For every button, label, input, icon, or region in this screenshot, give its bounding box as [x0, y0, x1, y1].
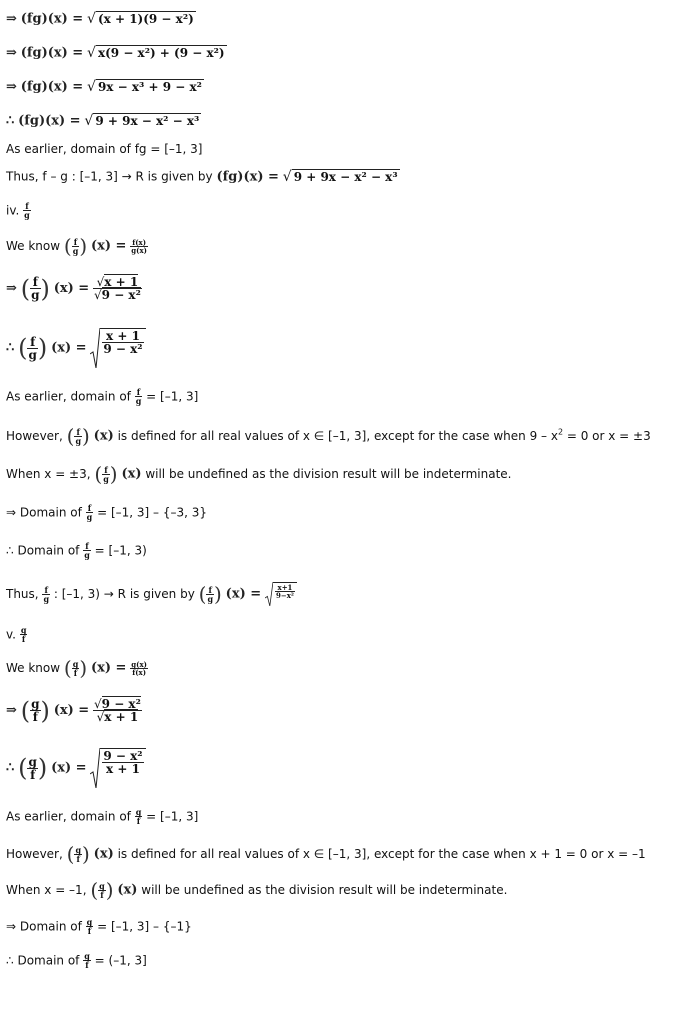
g-over-f-fraction: $\frac{g}{f}$ — [31, 697, 40, 724]
section-v-heading: v. $\frac{g}{f}$ — [6, 625, 27, 644]
f-over-g-fraction: $\frac{f}{g}$ — [72, 236, 79, 256]
g-over-f-fraction: $\frac{g}{f}$ — [99, 880, 105, 900]
f-over-g-fraction: $\frac{f}{g}$ — [75, 426, 82, 446]
f-over-g-fraction: $\frac{f}{g}$ — [43, 584, 50, 604]
gx-over-fx-fraction: $\frac{g(x)}{f(x)}$ — [131, 659, 147, 677]
g-over-f-fraction: $\frac{g}{f}$ — [86, 917, 93, 936]
f-over-g-fraction: $\frac{f}{g}$ — [103, 464, 109, 484]
equation-line-3 — [6, 80, 204, 94]
fg-label: (fg)(x) = — [216, 169, 279, 185]
text-line-14: ⇒ Domain of $\frac{f}{g}$ = [–1, 3] – {–3, 3} — [6, 503, 208, 522]
sqrt-ratio-fraction: $\frac{\text{√9 − x²}}{√x + 1}$ — [94, 697, 141, 724]
big-sqrt: $\frac{\text{9 − x²}}{x + 1}$ — [90, 748, 145, 788]
text-line-21: As earlier, domain of $\frac{g}{f}$ = [–1, 3] — [6, 807, 199, 826]
equation-line-20: ∴ ( $\frac{g}{f}$ ) (x) = $\frac{\text{9 − x²}}{x + 1}$ — [6, 748, 146, 788]
text-line-18: We know ( $\frac{g}{f}$ ) (x) = $\frac{g(x)}{f(x)}$ — [6, 656, 147, 680]
big-sqrt: $\frac{x + 1}{\text{9 − x²}}$ — [90, 328, 145, 368]
text-line-6: Thus, f – g : [–1, 3] → R is given by (fg)(x) = √ 9 + 9x − x² − x³ — [6, 169, 398, 185]
fg-label: (fg)(x) = — [18, 113, 81, 129]
g-over-f-fraction: $\frac{g}{f}$ — [135, 807, 142, 826]
sqrt-expression: √ 9x − x³ + 9 − x² — [87, 79, 202, 95]
equation-line-2 — [6, 46, 227, 60]
text-line-22: However, ( $\frac{g}{f}$ ) (x) is defined for all real values of x ∈ [–1, 3], except for the case when x + 1 = 0 or x = –1 — [6, 842, 646, 866]
text-line-11: As earlier, domain of $\frac{f}{g}$ = [–1, 3] — [6, 387, 199, 406]
g-over-f-fraction: $\frac{g}{f}$ — [75, 844, 82, 864]
equation-line-19: ⇒ ( $\frac{g}{f}$ ) (x) = $\frac{\text{√9 − x²}}{√x + 1}$ — [6, 696, 141, 725]
big-sqrt: $\frac{x+1}{\text{9−x²}}$ — [265, 582, 297, 606]
sqrt-expression: √ x(9 − x²) + (9 − x²) — [87, 45, 225, 61]
sqrt-ratio-fraction: $\frac{√x + 1}{\text{√9 − x²}}$ — [94, 275, 141, 302]
fg-label: (fg)(x) = — [20, 79, 84, 95]
implies-symbol: ⇒ — [6, 45, 17, 61]
equation-line-4 — [6, 114, 201, 128]
f-over-g-fraction: $\frac{f}{g}$ — [135, 387, 142, 406]
text-line-12: However, ( $\frac{f}{g}$ ) (x) is defined for all real values of x ∈ [–1, 3], except for the case when $9 - x^2 = 0$ or x = ±3 — [6, 424, 651, 448]
section-iv-heading: iv. $\frac{f}{g}$ — [6, 201, 30, 220]
equation-line-10: ∴ ( $\frac{f}{g}$ ) (x) = $\frac{x + 1}{\text{9 − x²}}$ — [6, 328, 146, 368]
implies-symbol: ⇒ — [6, 11, 17, 27]
g-over-f-fraction: $\frac{g}{f}$ — [72, 658, 79, 678]
fg-label: (fg)(x) = — [20, 45, 84, 61]
text-line-5: As earlier, domain of fg = [–1, 3] — [6, 142, 203, 156]
equation-line-1 — [6, 12, 196, 26]
g-over-f-fraction: $\frac{g}{f}$ — [28, 754, 37, 782]
text-line-15: ∴ Domain of $\frac{f}{g}$ = [–1, 3) — [6, 541, 147, 560]
f-over-g-fraction: $\frac{f}{g}$ — [24, 201, 30, 220]
sqrt-expression: √ 9 + 9x − x² − x³ — [84, 113, 200, 129]
g-over-f-fraction: $\frac{g}{f}$ — [84, 951, 90, 970]
text-line-24: ⇒ Domain of $\frac{g}{f}$ = [–1, 3] – {–1} — [6, 917, 192, 936]
text-line-23: When x = –1, ( $\frac{g}{f}$ ) (x) will be undefined as the division result will be indeterminate. — [6, 878, 508, 902]
fg-label: (fg)(x) = — [20, 11, 84, 27]
f-over-g-fraction: $\frac{f}{g}$ — [86, 503, 93, 522]
f-over-g-fraction: $\frac{f}{g}$ — [84, 541, 90, 560]
radical-icon — [90, 748, 100, 788]
sqrt-expression: √ (x + 1)(9 − x²) — [87, 11, 194, 27]
text-line-16: Thus, $\frac{f}{g}$ : [–1, 3) → R is given by ( $\frac{f}{g}$ ) (x) = $\frac{x+1}{\text{9−x²}}$ — [6, 582, 297, 606]
f-over-g-fraction: $\frac{f}{g}$ — [31, 275, 40, 302]
fx-over-gx-fraction: $\frac{f(x)}{g(x)}$ — [131, 237, 147, 255]
text-line-25: ∴ Domain of $\frac{g}{f}$ = (–1, 3] — [6, 951, 147, 970]
therefore-symbol: ∴ — [6, 113, 15, 129]
f-over-g-fraction: $\frac{f}{g}$ — [207, 584, 214, 604]
f-over-g-fraction: $\frac{f}{g}$ — [28, 334, 37, 362]
radical-icon — [265, 582, 273, 606]
sqrt-expression: √ 9 + 9x − x² − x³ — [282, 169, 398, 185]
radical-icon — [90, 328, 100, 368]
equation-line-9: ⇒ ( $\frac{f}{g}$ ) (x) = $\frac{√x + 1}{\text{√9 − x²}}$ — [6, 274, 141, 303]
text-line-8: We know ( $\frac{f}{g}$ ) (x) = $\frac{f(x)}{g(x)}$ — [6, 234, 147, 258]
text-line-13: When x = ±3, ( $\frac{f}{g}$ ) (x) will be undefined as the division result will be indeterminate. — [6, 462, 512, 486]
g-over-f-fraction: $\frac{g}{f}$ — [20, 625, 27, 644]
implies-symbol: ⇒ — [6, 79, 17, 95]
